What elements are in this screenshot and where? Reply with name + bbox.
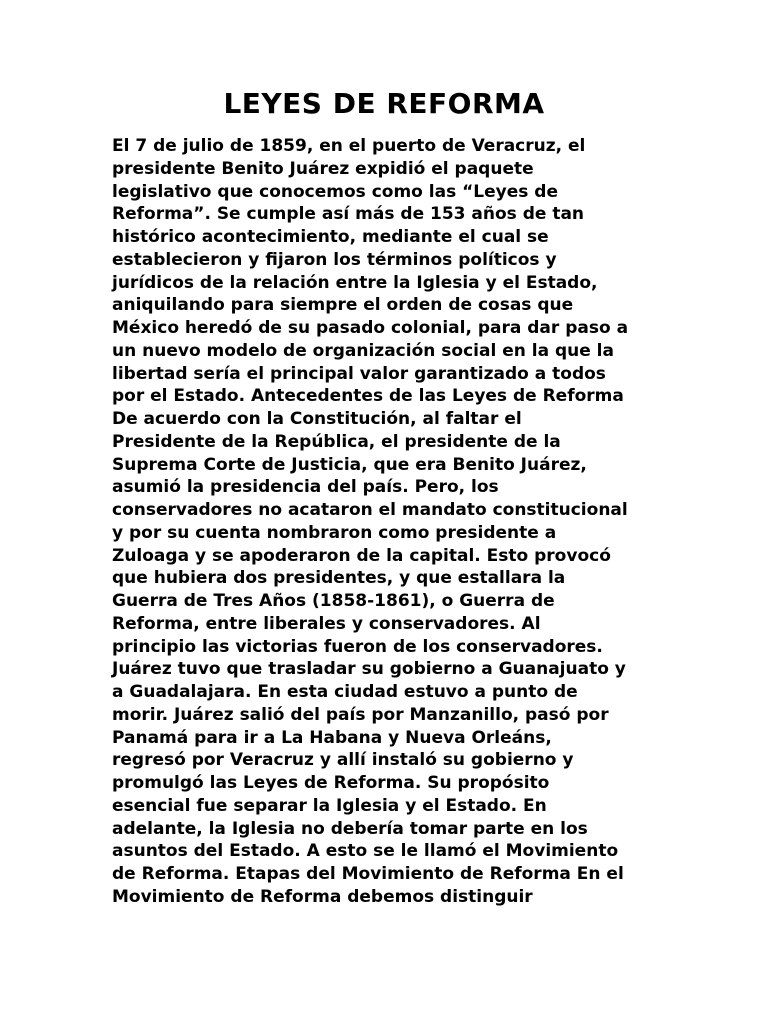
text-line: morir. Juárez salió del país por Manzanillo, pasó por: [112, 704, 609, 725]
text-line: Reforma”. Se cumple así más de 153 años de tan: [112, 204, 585, 225]
text-line: a Guadalajara. En esta ciudad estuvo a punto de: [112, 682, 578, 702]
text-line: por el Estado. Antecedentes de las Leyes de Reforma: [112, 386, 624, 407]
body-paragraph: [112, 135, 672, 909]
text-line: Juárez tuvo que trasladar su gobierno a Guanajuato y: [112, 659, 626, 680]
text-line: legislativo que conocemos como las “Leyes de: [112, 181, 558, 202]
text-line: y por su cuenta nombraron como presidente a: [112, 522, 557, 543]
text-line: Movimiento de Reforma debemos distinguir: [112, 886, 533, 907]
text-line: adelante, la Iglesia no debería tomar parte en los: [112, 818, 588, 839]
text-line: conservadores no acataron el mandato constitucional: [112, 500, 628, 520]
text-line: presidente Benito Juárez expidió el paquete: [112, 158, 534, 179]
text-line: regresó por Veracruz y allí instaló su gobierno y: [112, 750, 574, 771]
document-title: LEYES DE REFORMA: [223, 87, 545, 120]
text-line: Panamá para ir a La Habana y Nueva Orleáns,: [112, 727, 552, 748]
text-line: establecieron y fijaron los términos políticos y: [112, 249, 557, 270]
text-line: un nuevo modelo de organización social en la que la: [112, 340, 614, 361]
text-line: Reforma, entre liberales y conservadores. Al: [112, 613, 541, 634]
text-line: esencial fue separar la Iglesia y el Estado. En: [112, 795, 547, 816]
text-line: Guerra de Tres Años (1858-1861), o Guerra de: [112, 591, 555, 611]
text-line: Zuloaga y se apoderaron de la capital. Esto provocó: [112, 545, 611, 566]
text-line: asuntos del Estado. A esto se le llamó el Movimiento: [112, 841, 619, 862]
text-line: de Reforma. Etapas del Movimiento de Reforma En el: [112, 864, 624, 884]
text-line: El 7 de julio de 1859, en el puerto de Veracruz, el: [112, 136, 586, 156]
text-line: aniquilando para siempre el orden de cosas que: [112, 295, 574, 316]
text-line: jurídicos de la relación entre la Iglesia y el Estado,: [112, 272, 598, 293]
text-line: principio las victorias fueron de los conservadores.: [112, 636, 603, 657]
text-line: Suprema Corte de Justicia, que era Benito Juárez,: [112, 454, 587, 475]
text-line: asumió la presidencia del país. Pero, los: [112, 477, 499, 498]
text-line: México heredó de su pasado colonial, para dar paso a: [112, 318, 629, 338]
text-line: histórico acontecimiento, mediante el cual se: [112, 227, 549, 247]
text-line: promulgó las Leyes de Reforma. Su propósito: [112, 773, 550, 793]
text-line: libertad sería el principal valor garantizado a todos: [112, 363, 606, 384]
text-line: Presidente de la República, el presidente de la: [112, 431, 561, 452]
text-line: De acuerdo con la Constitución, al faltar el: [112, 409, 522, 429]
text-line: que hubiera dos presidentes, y que estallara la: [112, 568, 566, 589]
